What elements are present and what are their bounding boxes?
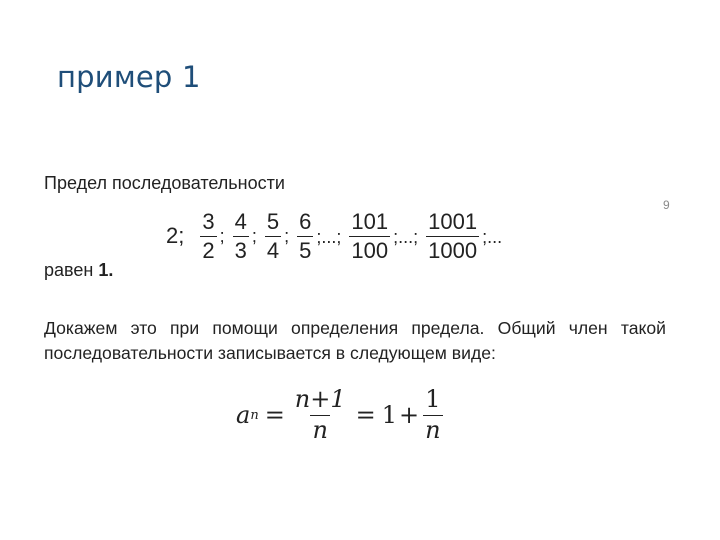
- formula-equals: =: [264, 401, 285, 429]
- formula-plus: +: [399, 401, 420, 429]
- sequence-fraction: [426, 210, 479, 261]
- fraction-denominator: n: [425, 415, 441, 444]
- sequence-intro: Предел последовательности: [44, 173, 285, 193]
- sequence-fraction: [233, 210, 249, 261]
- sequence-separator: ;: [251, 225, 257, 246]
- fraction-numerator: 3: [202, 209, 215, 235]
- formula-one: 1: [381, 401, 398, 429]
- fraction-denominator: 1000: [428, 237, 478, 263]
- sequence-separator: ;...;: [393, 227, 419, 247]
- fraction-numerator: 1: [425, 385, 441, 414]
- sequence-first-term: 2;: [166, 223, 185, 248]
- fraction-numerator: 1001: [428, 209, 478, 235]
- fraction-numerator: 5: [266, 209, 280, 235]
- sequence-fraction: [297, 210, 313, 261]
- sequence-separator: ;...;: [316, 227, 342, 247]
- fraction-numerator: 101: [351, 209, 389, 235]
- sequence-separator: ;: [219, 225, 225, 246]
- general-term-formula: [236, 384, 445, 446]
- sequence-fraction: [265, 210, 281, 261]
- fraction-denominator: 4: [266, 237, 280, 263]
- sequence-expression: [166, 204, 508, 268]
- formula-equals: =: [355, 401, 376, 429]
- fraction-denominator: 2: [202, 237, 215, 263]
- formula-lhs-subscript: n: [250, 407, 259, 423]
- sequence-fraction: [200, 210, 216, 261]
- fraction-numerator: 4: [234, 209, 247, 235]
- limit-result-prefix: равен: [44, 260, 94, 280]
- proof-paragraph: Докажем это при помощи определения предела. Общий член такой последовательности записывается в следующем виде:: [44, 318, 666, 363]
- formula-lhs-variable: a: [236, 401, 251, 429]
- fraction-denominator: 5: [299, 237, 312, 263]
- fraction-numerator: 6: [299, 209, 312, 235]
- stray-mark: 9: [663, 198, 670, 212]
- fraction-denominator: 100: [351, 237, 389, 263]
- formula-fraction: [293, 387, 348, 442]
- fraction-denominator: 3: [234, 237, 247, 263]
- fraction-denominator: n: [312, 415, 328, 444]
- limit-result-value: 1.: [98, 260, 114, 280]
- sequence-separator: ;: [284, 225, 290, 246]
- sequence-separator: ;...: [482, 227, 503, 247]
- fraction-numerator: n+1: [294, 385, 346, 414]
- formula-fraction: [423, 387, 442, 442]
- slide-title: пример 1: [57, 60, 201, 94]
- sequence-fraction: [349, 210, 390, 261]
- limit-result: [44, 260, 113, 281]
